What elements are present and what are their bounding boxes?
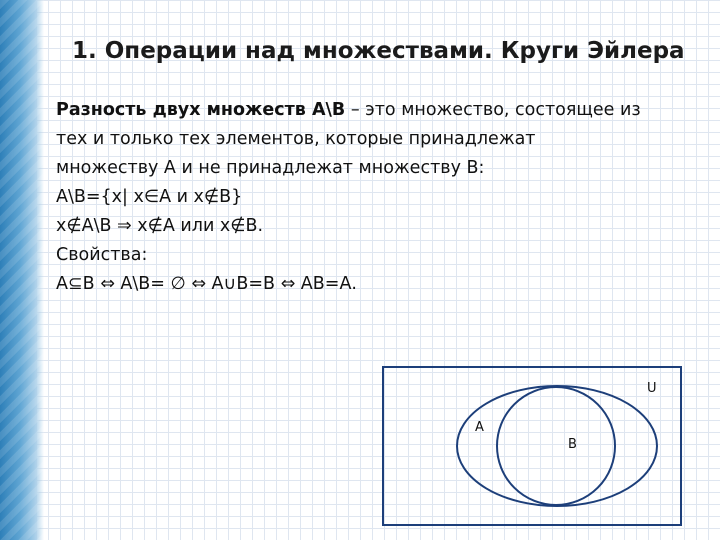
- formula-not-in-difference: х∉А\В ⇒ х∉А или х∉В.: [56, 216, 264, 236]
- set-a-label: А: [475, 420, 484, 435]
- definition-term: Разность двух множеств А\В: [56, 100, 346, 120]
- definition-line-2: тех и только тех элементов, которые принадлежат: [56, 129, 536, 149]
- set-b-label: В: [568, 437, 577, 452]
- decorative-left-band-pattern: [0, 0, 44, 540]
- formula-properties: А⊆В ⇔ А\В= ∅ ⇔ А∪В=В ⇔ АВ=А.: [56, 274, 357, 294]
- slide-content: [56, 96, 696, 299]
- set-a-ellipse: [457, 386, 657, 506]
- properties-label: Свойства:: [56, 245, 148, 265]
- definition-line-3: множеству А и не принадлежат множеству В:: [56, 158, 485, 178]
- slide-title: 1. Операции над множествами. Круги Эйлера: [72, 38, 685, 64]
- definition-line-1: [56, 96, 696, 125]
- definition-rest: – это множество, состоящее из: [345, 100, 641, 120]
- set-b-circle: [497, 387, 615, 505]
- formula-set-difference: А\В={х| х∈А и х∉В}: [56, 187, 243, 207]
- euler-diagram: [382, 366, 682, 526]
- universe-label: U: [647, 381, 657, 396]
- universe-rectangle: [383, 367, 681, 525]
